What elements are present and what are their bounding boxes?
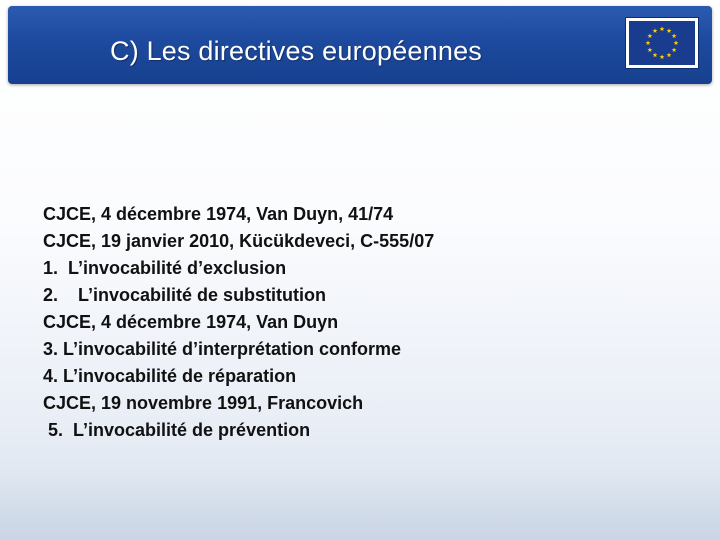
body-line-item-4: 4. L’invocabilité de réparation (43, 366, 297, 386)
body-line-case-francovich: CJCE, 19 novembre 1991, Francovich (43, 393, 364, 413)
body-line-item-3: 3. L’invocabilité d’interprétation conforme (43, 339, 402, 359)
body-text (43, 201, 663, 444)
body-line-item-1: 1. L’invocabilité d’exclusion (43, 258, 287, 278)
body-line-item-2: 2. L’invocabilité de substitution (43, 285, 327, 305)
eu-flag-icon (629, 21, 695, 65)
body-line-case-kucukdeveci: CJCE, 19 janvier 2010, Kücükdeveci, C-555/07 (43, 231, 435, 251)
body-line-case-van-duyn: CJCE, 4 décembre 1974, Van Duyn (43, 312, 339, 332)
slide-title: C) Les directives européennes (110, 36, 483, 66)
body-line-case-van-duyn-41-74: CJCE, 4 décembre 1974, Van Duyn, 41/74 (43, 204, 394, 224)
body-line-item-5: 5. L’invocabilité de prévention (43, 420, 311, 440)
bottom-gradient-band (0, 470, 720, 540)
eu-flag-logo (626, 18, 698, 68)
